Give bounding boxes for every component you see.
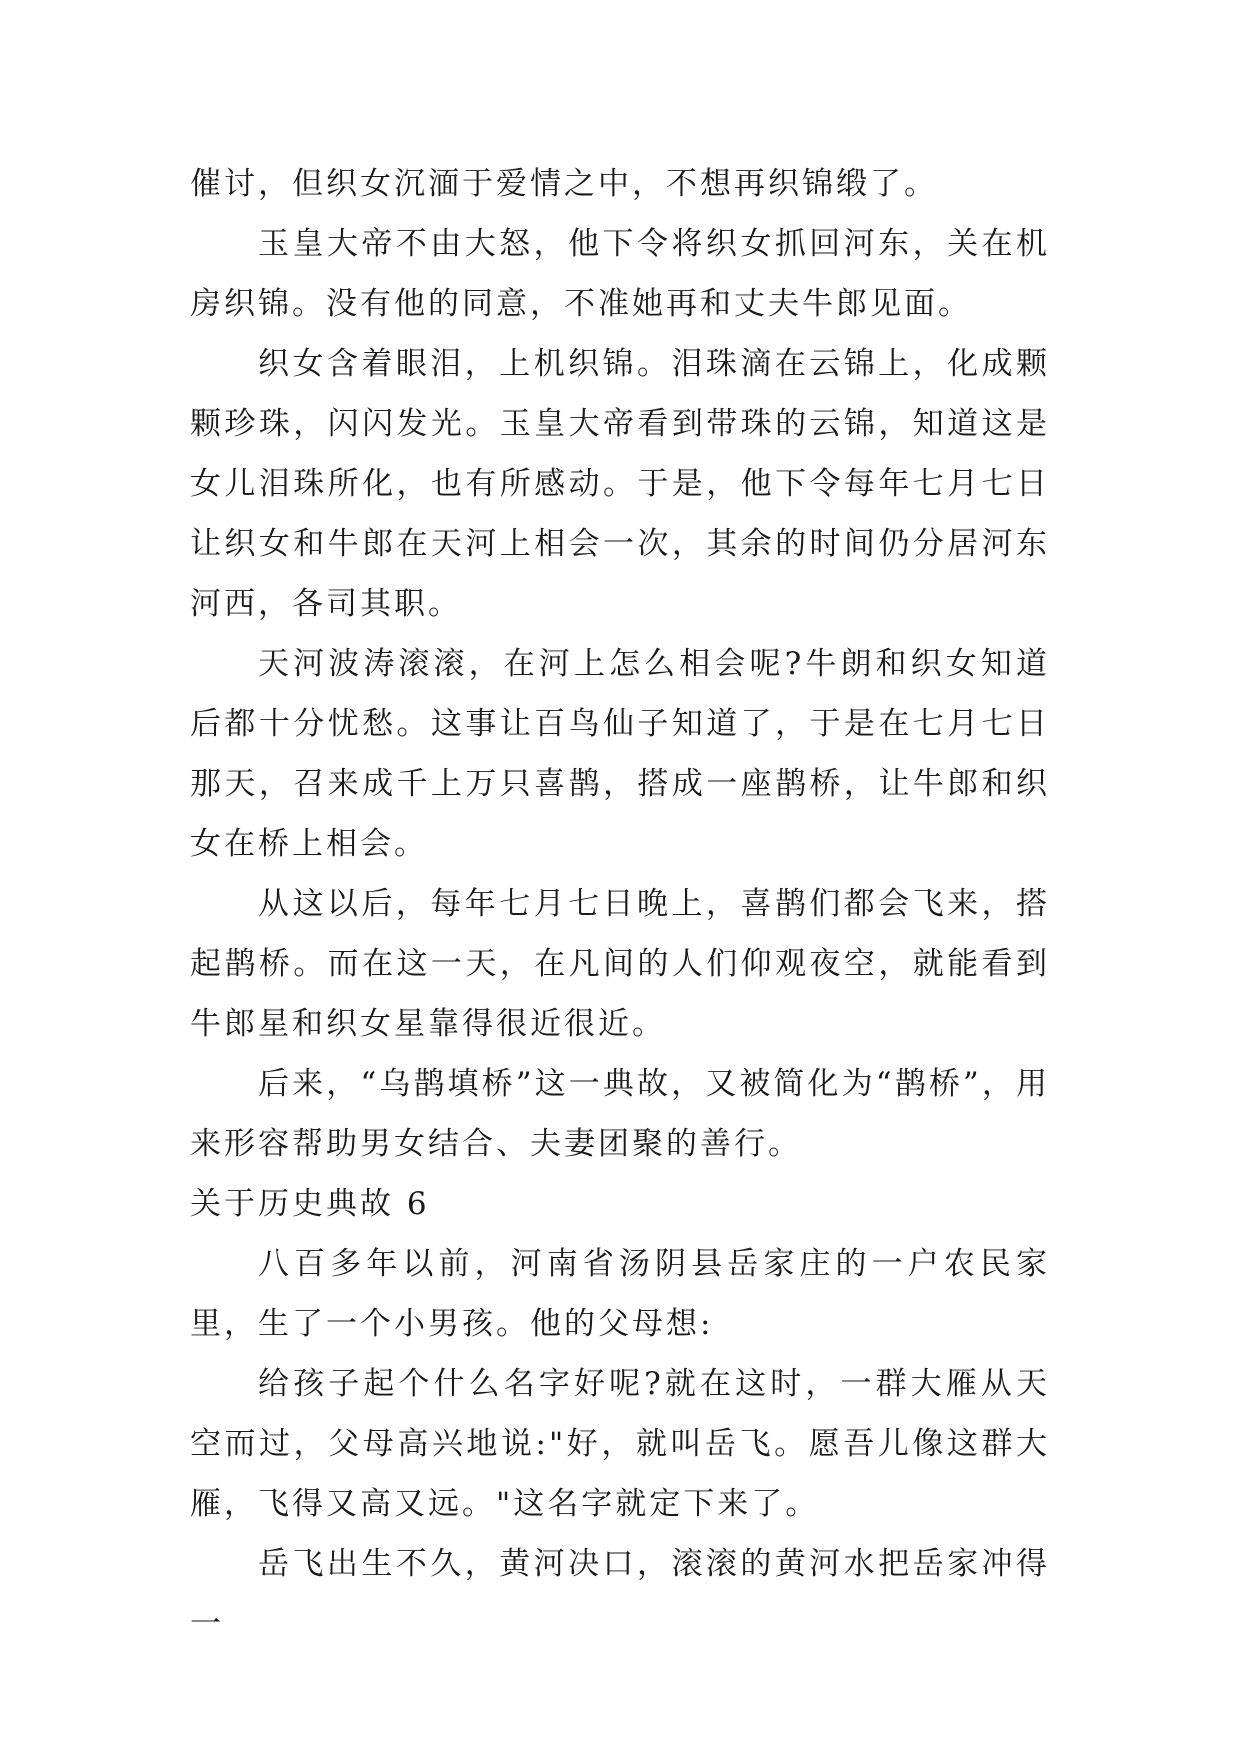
paragraph: 织女含着眼泪，上机织锦。泪珠滴在云锦上，化成颗颗珍珠，闪闪发光。玉皇大帝看到带珠的云锦，知道这是女儿泪珠所化，也有所感动。于是，他下令每年七月七日让织女和牛郎在天河上相会一次，其余的时间仍分居河东河西，各司其职。 bbox=[190, 346, 1050, 622]
paragraph: 八百多年以前，河南省汤阴县岳家庄的一户农民家里，生了一个小男孩。他的父母想: bbox=[190, 1246, 1050, 1342]
paragraph-continuation: 催讨，但织女沉湎于爱情之中，不想再织锦缎了。 bbox=[190, 166, 938, 202]
section-heading: 关于历史典故 6 bbox=[190, 1186, 430, 1222]
paragraph: 给孩子起个什么名字好呢?就在这时，一群大雁从天空而过，父母高兴地说:"好，就叫岳飞。愿吾儿像这群大雁，飞得又高又远。"这名字就定下来了。 bbox=[190, 1366, 1050, 1522]
paragraph: 天河波涛滚滚，在河上怎么相会呢?牛朗和织女知道后都十分忧愁。这事让百鸟仙子知道了，于是在七月七日那天，召来成千上万只喜鹊，搭成一座鹊桥，让牛郎和织女在桥上相会。 bbox=[190, 646, 1050, 862]
paragraph: 后来，“乌鹊填桥”这一典故，又被简化为“鹊桥”，用来形容帮助男女结合、夫妻团聚的善行。 bbox=[190, 1066, 1050, 1162]
paragraph: 岳飞出生不久，黄河决口，滚滚的黄河水把岳家冲得一 bbox=[190, 1546, 1050, 1642]
paragraph: 玉皇大帝不由大怒，他下令将织女抓回河东，关在机房织锦。没有他的同意，不准她再和丈夫牛郎见面。 bbox=[190, 226, 1050, 322]
document-body bbox=[190, 154, 1050, 1654]
paragraph: 从这以后，每年七月七日晚上，喜鹊们都会飞来，搭起鹊桥。而在这一天，在凡间的人们仰观夜空，就能看到牛郎星和织女星靠得很近很近。 bbox=[190, 886, 1050, 1042]
